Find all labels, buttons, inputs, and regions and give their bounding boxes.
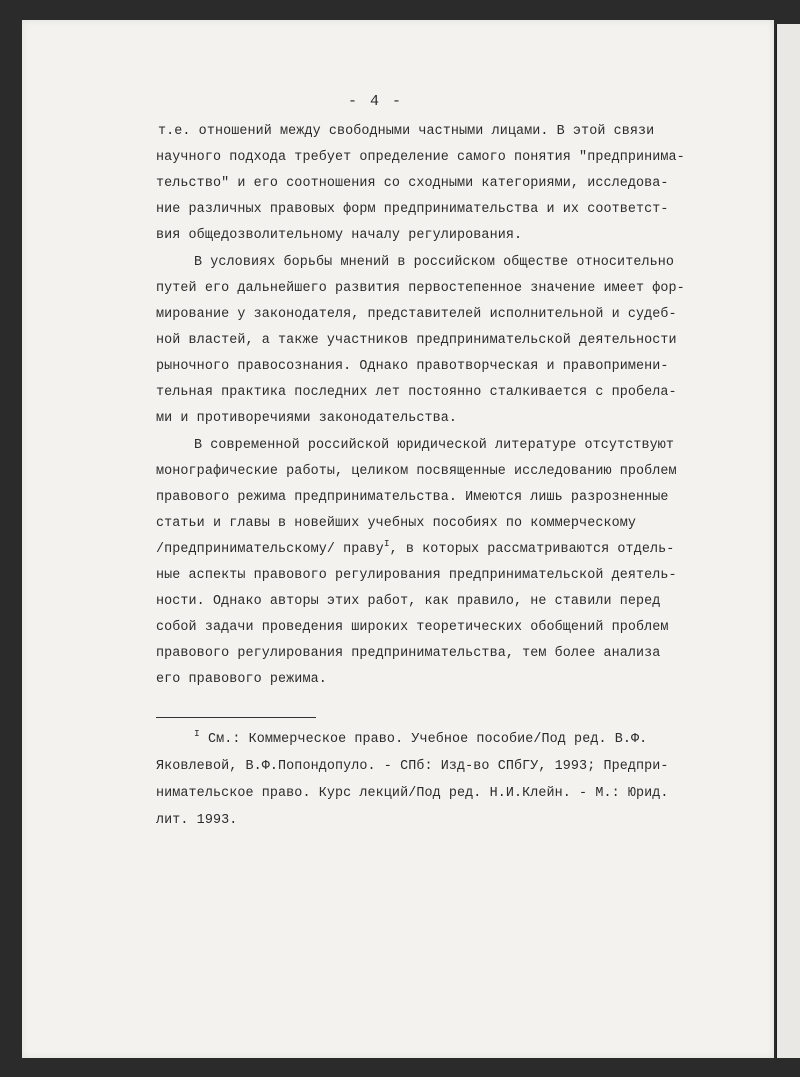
body-line: мирование у законодателя, представителей исполнительной и судеб- — [156, 307, 677, 322]
body-line: ми и противоречиями законодательства. — [156, 411, 458, 426]
body-line: т.е. отношений между свободными частными лицами. В этой связи — [158, 124, 655, 139]
body-line: В условиях борьбы мнений в российском обществе относительно — [194, 255, 675, 270]
body-line: В современной российской юридической литературе отсутствуют — [194, 438, 675, 453]
body-line: рыночного правосознания. Однако правотворческая и правопримени- — [156, 359, 669, 374]
body-line: ние различных правовых форм предпринимательства и их соответст- — [156, 202, 669, 217]
page-number: - 4 - — [348, 93, 404, 110]
body-line: ные аспекты правового регулирования предпринимательской деятель- — [156, 568, 677, 583]
body-line: ности. Однако авторы этих работ, как правило, не ставили перед — [156, 594, 661, 609]
footnote-line: нимательское право. Курс лекций/Под ред. Н.И.Клейн. - М.: Юрид. — [156, 786, 669, 801]
body-line: тельство" и его соотношения со сходными категориями, исследова- — [156, 176, 669, 191]
footnote-text: См.: Коммерческое право. Учебное пособие/Под ред. В.Ф. — [199, 732, 648, 747]
adjacent-page-edge — [776, 24, 800, 1058]
body-line-with-footnote-ref — [156, 538, 675, 557]
body-line: собой задачи проведения широких теоретических обобщений проблем — [156, 620, 669, 635]
body-line-text: /предпринимательскому/ праву — [156, 542, 384, 557]
footnote-line-first — [194, 728, 648, 747]
footnote-marker: I — [194, 728, 200, 739]
body-line: путей его дальнейшего развития первостепенное значение имеет фор- — [156, 281, 685, 296]
body-line: вия общедозволительному началу регулирования. — [156, 228, 523, 243]
footnote-line: лит. 1993. — [156, 813, 238, 828]
document-page — [22, 20, 774, 1058]
body-line: тельная практика последних лет постоянно сталкивается с пробела- — [156, 385, 677, 400]
body-line: научного подхода требует определение самого понятия "предпринима- — [156, 150, 685, 165]
footnote-reference[interactable]: I — [383, 538, 390, 549]
body-line: ной властей, а также участников предпринимательской деятельности — [156, 333, 677, 348]
body-line-text: , в которых рассматриваются отдель- — [389, 542, 675, 557]
body-line: правового регулирования предпринимательства, тем более анализа — [156, 646, 661, 661]
body-line: статьи и главы в новейших учебных пособиях по коммерческому — [156, 516, 637, 531]
body-line: его правового режима. — [156, 672, 327, 687]
footnote-line: Яковлевой, В.Ф.Попондопуло. - СПб: Изд-во СПбГУ, 1993; Предпри- — [156, 759, 669, 774]
body-line: монографические работы, целиком посвященные исследованию проблем — [156, 464, 677, 479]
body-line: правового режима предпринимательства. Имеются лишь разрозненные — [156, 490, 669, 505]
footnote-separator — [156, 717, 316, 718]
